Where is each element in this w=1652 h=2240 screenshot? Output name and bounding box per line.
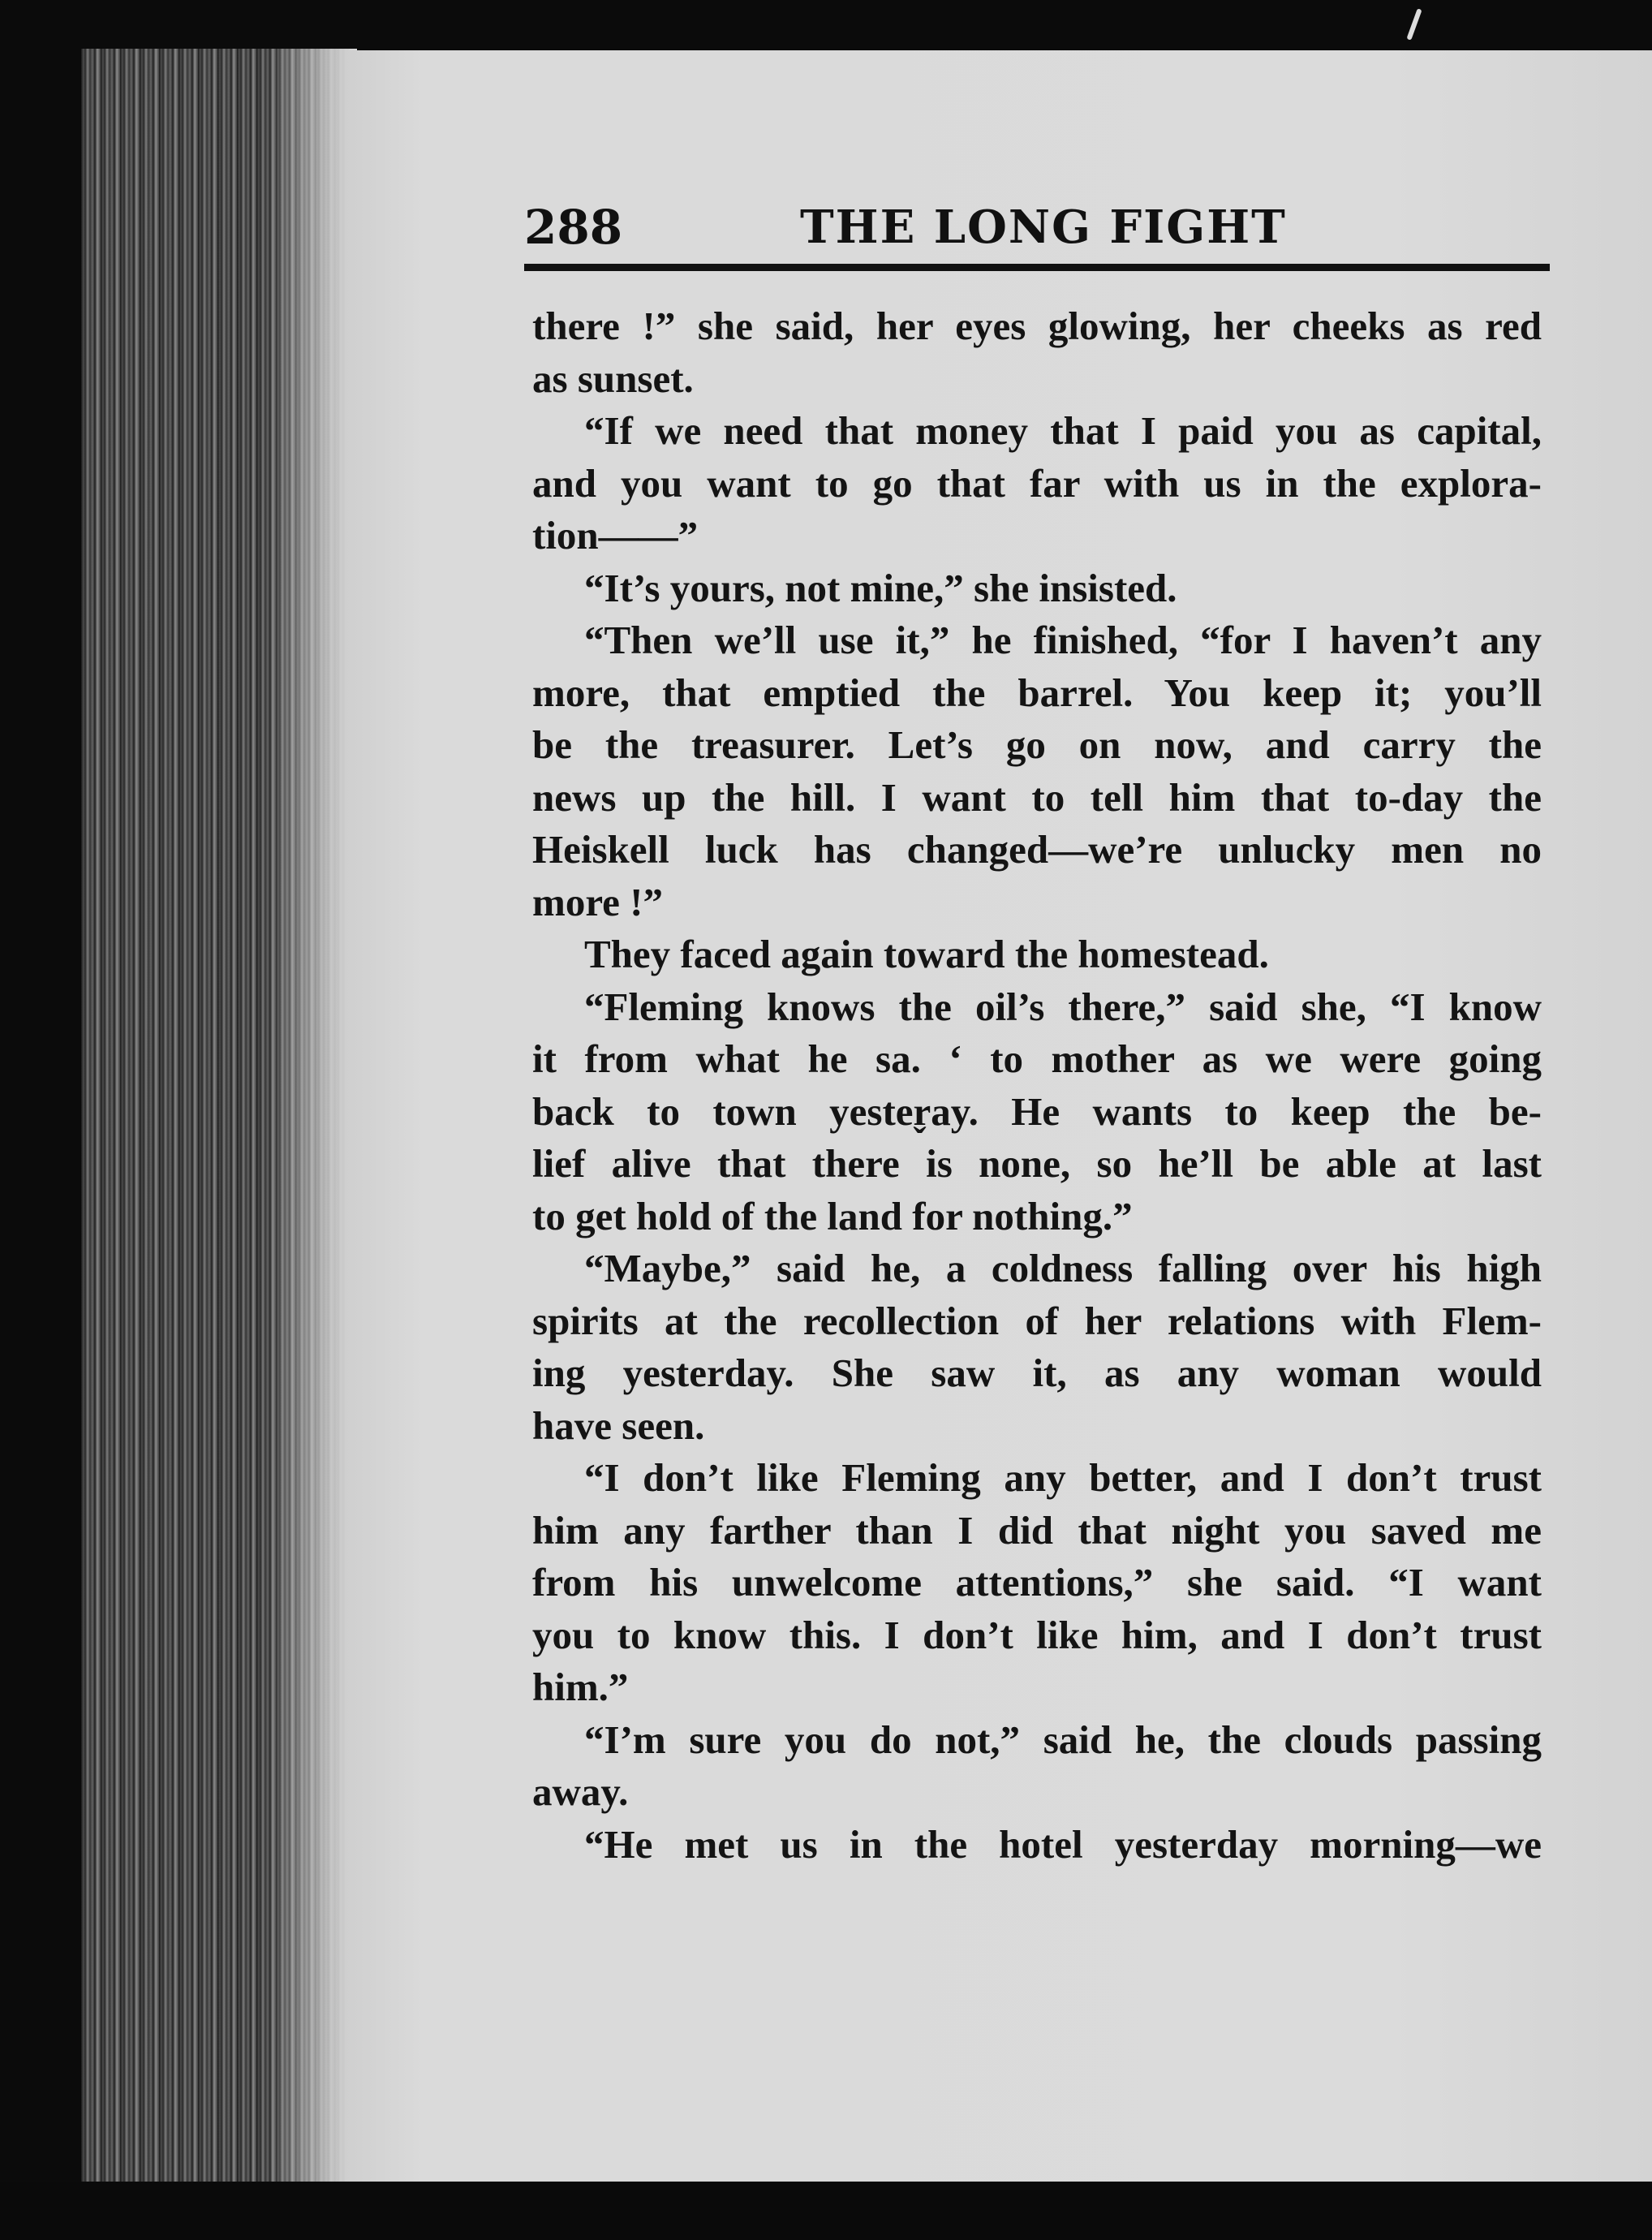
text-line: you to know this. I don’t like him, and I don’t trust [532,1612,1542,1657]
text-line: ing yesterday. She saw it, as any woman would [532,1350,1542,1395]
text-line: him any farther than I did that night you saved me [532,1507,1542,1553]
text-line: there !” she said, her eyes glowing, her cheeks as red [532,304,1542,348]
running-head [524,191,1548,264]
page-number: 288 [524,200,623,255]
bottom-scan-border [0,2182,1652,2240]
text-line: “Then we’ll use it,” he finished, “for I haven’t any [584,618,1542,662]
text-line: tion——” [532,513,699,558]
text-line: to get hold of the land for nothing.” [532,1193,1133,1238]
text-line: and you want to go that far with us in the explora- [532,460,1542,506]
text-line: more !” [532,879,663,924]
text-line: news up the hill. I want to tell him that to-day the [532,774,1542,820]
text-line: spirits at the recollection of her relations with Flem- [532,1298,1542,1343]
body-text [532,300,1542,1871]
header-rule [524,264,1550,271]
text-line: They faced again toward the homestead. [584,932,1269,976]
text-line: lief alive that there is none, so he’ll be able at last [532,1141,1542,1186]
running-title: THE LONG FIGHT [800,200,1287,254]
text-line: “I’m sure you do not,” said he, the clouds passing [584,1717,1542,1762]
text-line: as sunset. [532,355,694,401]
text-line: “It’s yours, not mine,” she insisted. [584,565,1177,610]
text-line: “Maybe,” said he, a coldness falling over his high [584,1246,1542,1290]
text-line: away. [532,1769,629,1814]
text-line: him.” [532,1665,629,1709]
text-line: more, that emptied the barrel. You keep it; you’ll [532,670,1542,715]
page-gutter-shading [268,49,357,2191]
text-line: be the treasurer. Let’s go on now, and carry the [532,722,1542,767]
text-line: “If we need that money that I paid you as capital, [584,408,1542,453]
text-line: “He met us in the hotel yesterday morning—we [584,1821,1542,1867]
text-line: “I don’t like Fleming any better, and I don’t trust [584,1455,1542,1500]
text-line: have seen. [532,1402,705,1448]
scan-speck [1406,8,1422,41]
text-line: it from what he sa. ‘ to mother as we were going [532,1036,1542,1081]
text-line: “Fleming knows the oil’s there,” said she, “I know [584,984,1542,1029]
text-line: Heiskell luck has changed—we’re unlucky men no [532,827,1542,872]
text-line: back to town yester̬ay. He wants to keep the be- [532,1088,1542,1134]
text-line: from his unwelcome attentions,” she said. “I want [532,1560,1542,1605]
